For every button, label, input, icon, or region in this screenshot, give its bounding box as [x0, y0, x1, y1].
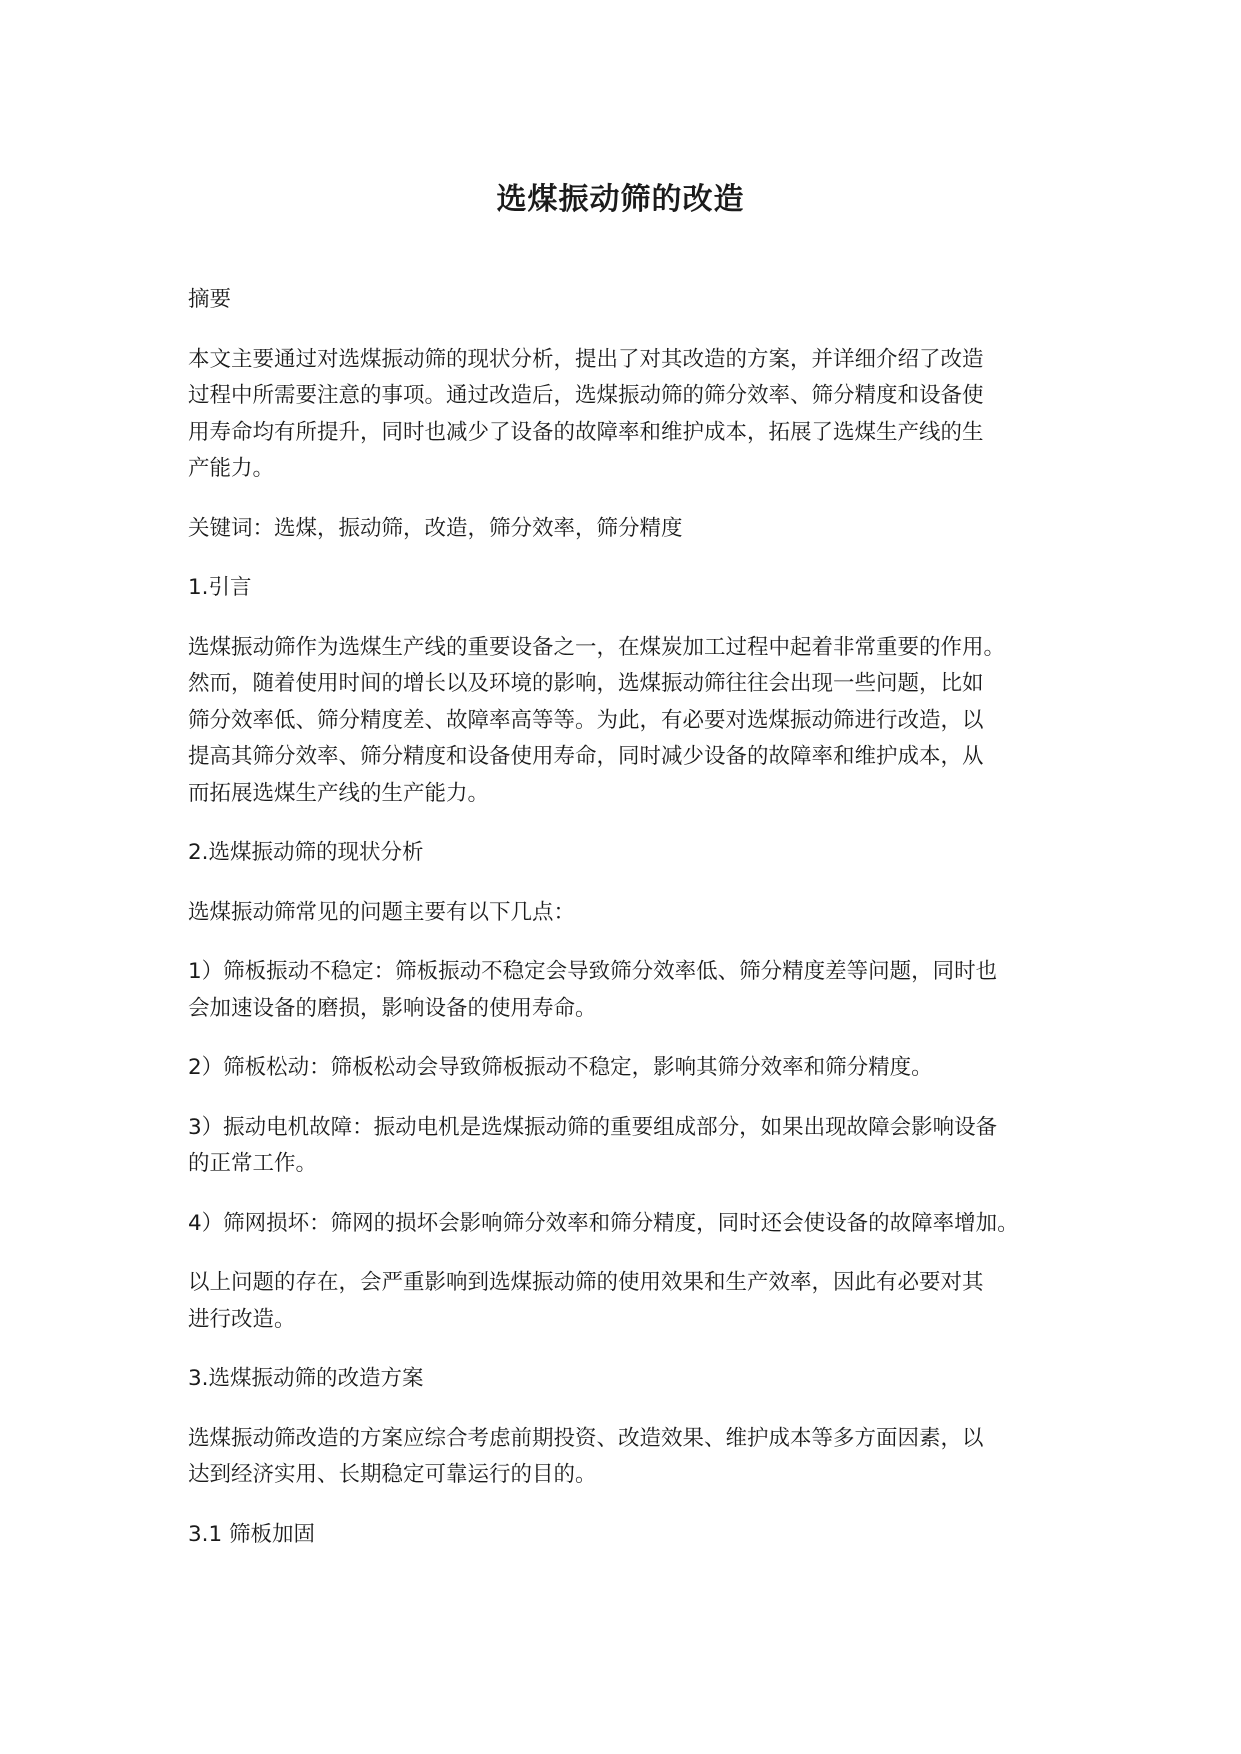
paragraph-line: 以上问题的存在，会严重影响到选煤振动筛的使用效果和生产效率，因此有必要对其 — [188, 1270, 984, 1295]
abstract-line: 产能力。 — [188, 456, 275, 481]
paragraph-line: 而拓展选煤生产线的生产能力。 — [188, 780, 490, 806]
list-item-3 — [188, 1110, 1068, 1183]
paragraph-line: 筛分效率低、筛分精度差、故障率高等等。为此，有必要对选煤振动筛进行改造，以 — [188, 707, 984, 733]
list-item-4: 4）筛网损坏：筛网的损坏会影响筛分效率和筛分精度，同时还会使设备的故障率增加。 — [188, 1210, 1019, 1236]
abstract-line: 用寿命均有所提升，同时也减少了设备的故障率和维护成本，拓展了选煤生产线的生 — [188, 419, 984, 445]
keywords: 关键词：选煤，振动筛，改造，筛分效率，筛分精度 — [188, 515, 683, 541]
list-item-line: 1）筛板振动不稳定：筛板振动不稳定会导致筛分效率低、筛分精度差等问题，同时也 — [188, 959, 998, 984]
paragraph-line: 然而，随着使用时间的增长以及环境的影响，选煤振动筛往往会出现一些问题，比如 — [188, 671, 984, 696]
abstract-heading: 摘要 — [188, 287, 232, 312]
paragraph-line: 选煤振动筛作为选煤生产线的重要设备之一，在煤炭加工过程中起着非常重要的作用。 — [188, 634, 1006, 660]
section-2-heading: 2.选煤振动筛的现状分析 — [188, 840, 424, 865]
section-3-heading: 3.选煤振动筛的改造方案 — [188, 1366, 424, 1391]
section-1-heading: 1.引言 — [188, 575, 252, 600]
paragraph-line: 选煤振动筛改造的方案应综合考虑前期投资、改造效果、维护成本等多方面因素，以 — [188, 1425, 984, 1451]
list-item-line: 会加速设备的磨损，影响设备的使用寿命。 — [188, 995, 597, 1021]
section-2-conclusion — [188, 1265, 1068, 1338]
document-body — [188, 282, 1068, 1576]
list-item-line: 的正常工作。 — [188, 1151, 318, 1176]
list-item-2: 2）筛板松动：筛板松动会导致筛板振动不稳定，影响其筛分效率和筛分精度。 — [188, 1055, 933, 1080]
section-1-paragraph — [188, 630, 1068, 813]
paragraph-line: 进行改造。 — [188, 1306, 296, 1332]
list-item-line: 3）振动电机故障：振动电机是选煤振动筛的重要组成部分，如果出现故障会影响设备 — [188, 1114, 998, 1140]
paragraph-line: 提高其筛分效率、筛分精度和设备使用寿命，同时减少设备的故障率和维护成本，从 — [188, 744, 984, 769]
abstract-line: 过程中所需要注意的事项。通过改造后，选煤振动筛的筛分效率、筛分精度和设备使 — [188, 383, 984, 408]
abstract-paragraph — [188, 342, 1068, 488]
list-item-1 — [188, 954, 1068, 1027]
abstract-line: 本文主要通过对选煤振动筛的现状分析，提出了对其改造的方案，并详细介绍了改造 — [188, 346, 984, 372]
section-2-intro: 选煤振动筛常见的问题主要有以下几点： — [188, 899, 576, 925]
section-3-1-heading: 3.1 筛板加固 — [188, 1521, 316, 1547]
section-3-paragraph — [188, 1421, 1068, 1494]
document-title: 选煤振动筛的改造 — [496, 182, 745, 217]
paragraph-line: 达到经济实用、长期稳定可靠运行的目的。 — [188, 1462, 597, 1487]
